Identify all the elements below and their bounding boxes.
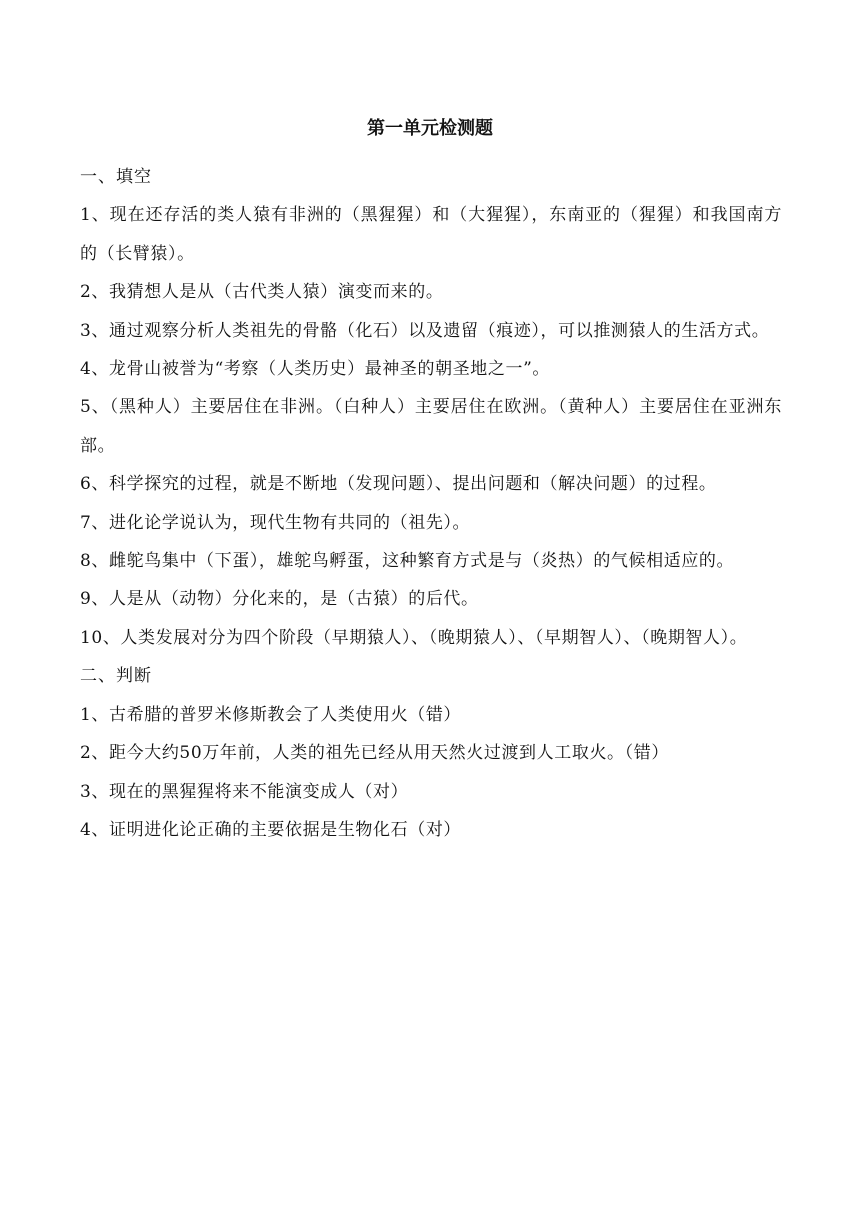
question-item: 9、人是从（动物）分化来的，是（古猿）的后代。 [80,589,479,610]
section-heading-fill-blank: 一、填空 [80,167,152,187]
question-item: 2、距今大约50万年前，人类的祖先已经从用天然火过渡到人工取火。（错） [80,743,669,764]
question-item: 8、雌鸵鸟集中（下蛋），雄鸵鸟孵蛋，这种繁育方式是与（炎热）的气候相适应的。 [80,551,735,572]
page-title: 第一单元检测题 [367,118,493,139]
question-item: 7、进化论学说认为，现代生物有共同的（祖先）。 [80,512,471,533]
question-item: 3、现在的黑猩猩将来不能演变成人（对） [80,781,409,802]
question-item: 10、人类发展对分为四个阶段（早期猿人）、（晚期猿人）、（早期智人）、（晚期智人）。 [80,627,748,648]
question-item: 1、古希腊的普罗米修斯教会了人类使用火（错） [80,704,462,725]
question-item: 3、通过观察分析人类祖先的骨骼（化石）以及遗留（痕迹），可以推测猿人的生活方式。 [80,320,770,341]
question-item: 5、（黑种人）主要居住在非洲。（白种人）主要居住在欧洲。（黄种人）主要居住在亚洲东部。 [80,397,782,456]
document-body [80,158,782,849]
question-item: 1、现在还存活的类人猿有非洲的（黑猩猩）和（大猩猩），东南亚的（猩猩）和我国南方的（长臂猿）。 [80,205,782,264]
question-item: 2、我猜想人是从（古代类人猿）演变而来的。 [80,282,444,303]
question-item: 6、科学探究的过程，就是不断地（发现问题）、提出问题和（解决问题）的过程。 [80,474,717,495]
question-item: 4、龙骨山被誉为“考察（人类历史）最神圣的朝圣地之一”。 [80,359,550,380]
question-item: 4、证明进化论正确的主要依据是生物化石（对） [80,819,462,840]
section-heading-true-false: 二、判断 [80,666,152,687]
